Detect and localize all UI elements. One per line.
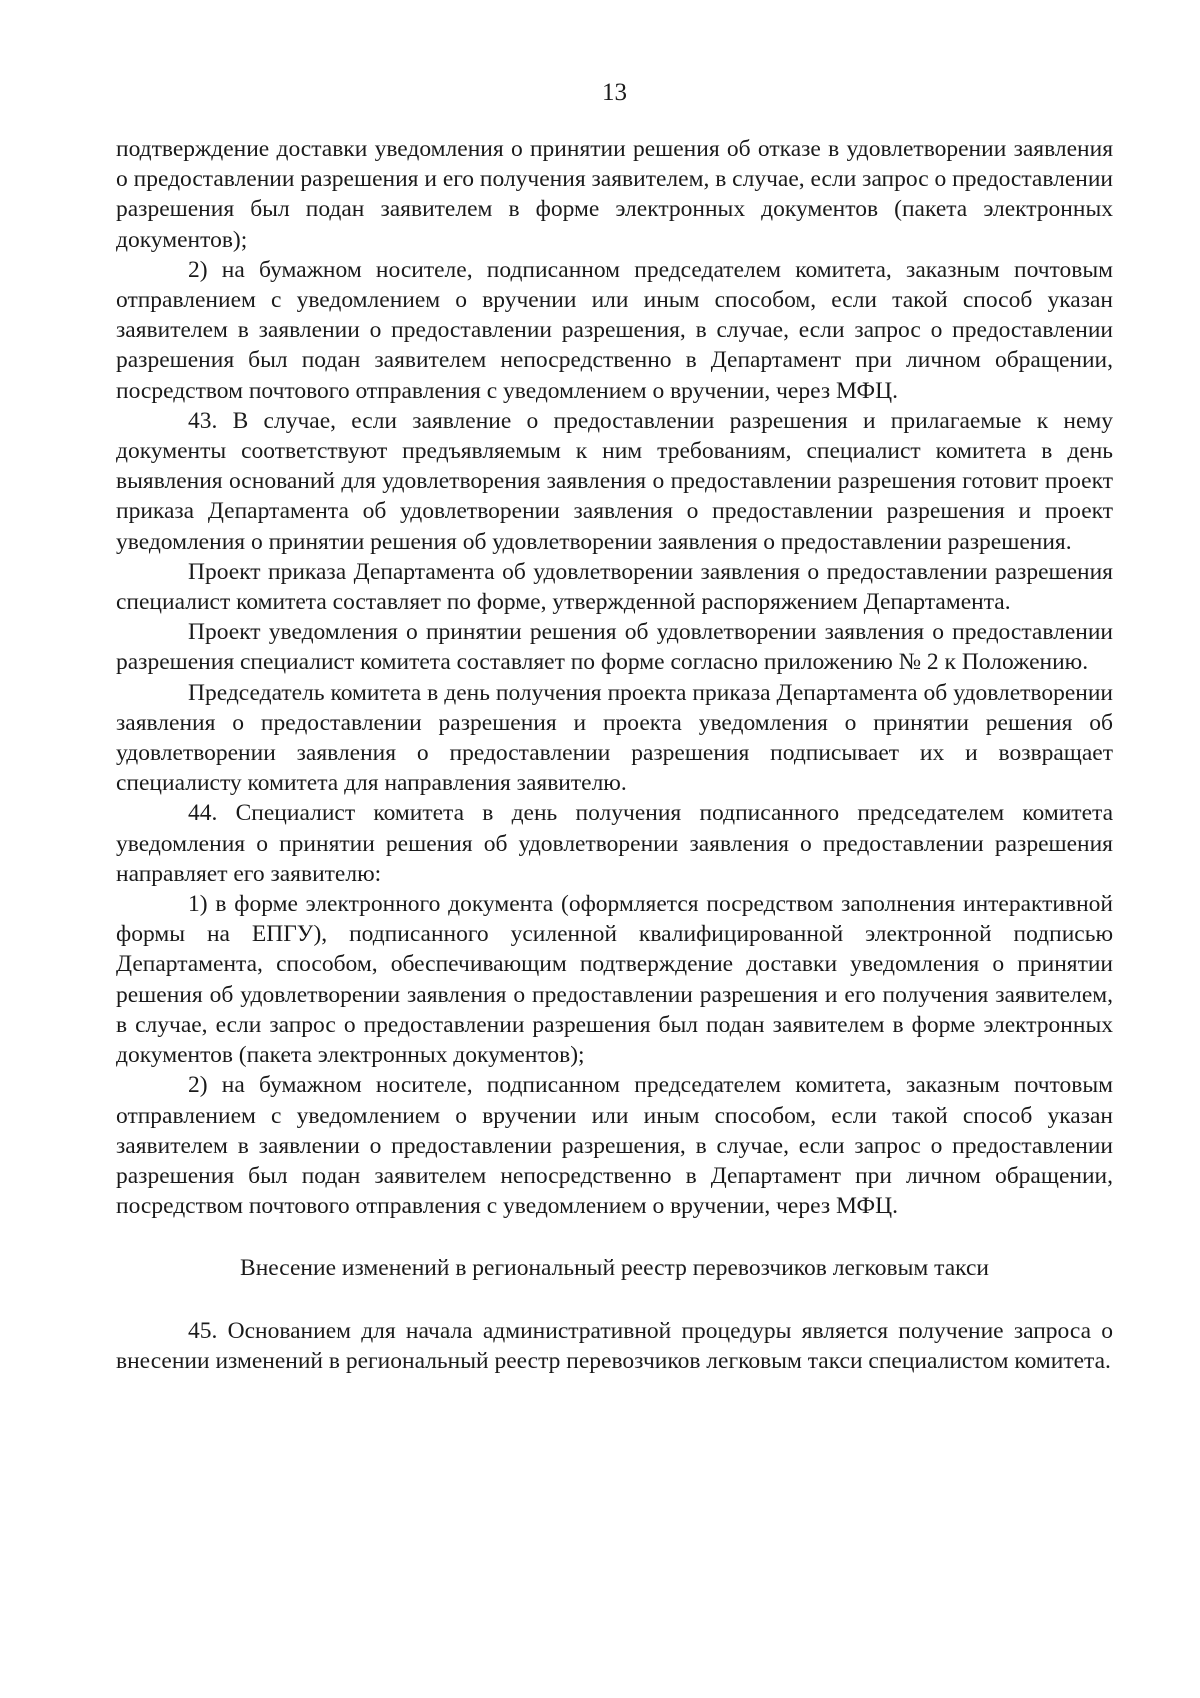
document-body [116, 134, 1113, 1376]
paragraph-44: 44. Специалист комитета в день получения подписанного председателем комитета уведомления о принятии решения об удовлетворении заявления о предоставлении разрешения направляет его заявителю: [116, 800, 1113, 887]
paragraph-44-item-2: 2) на бумажном носителе, подписанном председателем комитета, заказным почтовым отправлением с уведомлением о вручении или иным способом, если такой способ указан заявителем в заявлении о предоставлении разрешения, в случае, если запрос о предоставлении разрешения был подан заявителем непосредственно в Департамент при личном обращении, посредством почтового отправления с уведомлением о вручении, через МФЦ. [116, 1072, 1113, 1220]
paragraph-notice-draft: Проект уведомления о принятии решения об удовлетворении заявления о предоставлении разрешения специалист комитета составляет по форме согласно приложению № 2 к Положению. [116, 619, 1113, 676]
paragraph-45: 45. Основанием для начала административной процедуры является получение запроса о внесении изменений в региональный реестр перевозчиков легковым такси специалистом комитета. [116, 1317, 1113, 1374]
paragraph-item-2: 2) на бумажном носителе, подписанном председателем комитета, заказным почтовым отправлением с уведомлением о вручении или иным способом, если такой способ указан заявителем в заявлении о предоставлении разрешения, в случае, если запрос о предоставлении разрешения был подан заявителем непосредственно в Департамент при личном обращении, посредством почтового отправления с уведомлением о вручении, через МФЦ. [116, 256, 1113, 404]
page-number: 13 [602, 79, 627, 106]
paragraph-44-item-1: 1) в форме электронного документа (оформляется посредством заполнения интерактивной формы на ЕПГУ), подписанного усиленной квалифицированной электронной подписью Департамента, способом, обеспечивающим подтверждение доставки уведомления о принятии решения об удовлетворении заявления о предоставлении разрешения и его получения заявителем, в случае, если запрос о предоставлении разрешения был подан заявителем в форме электронных документов (пакета электронных документов); [116, 891, 1113, 1069]
paragraph-continuation: подтверждение доставки уведомления о принятии решения об отказе в удовлетворении заявления о предоставлении разрешения и его получения заявителем, в случае, если запрос о предоставлении разрешения был подан заявителем в форме электронных документов (пакета электронных документов); [116, 136, 1113, 253]
paragraph-order-draft: Проект приказа Департамента об удовлетворении заявления о предоставлении разрешения специалист комитета составляет по форме, утвержденной распоряжением Департамента. [116, 558, 1113, 616]
paragraph-chairman: Председатель комитета в день получения проекта приказа Департамента об удовлетворении заявления о предоставлении разрешения и проекта уведомления о принятии решения об удовлетворении заявления о предоставлении разрешения подписывает их и возвращает специалисту комитета для направления заявителю. [116, 679, 1113, 797]
paragraph-43: 43. В случае, если заявление о предоставлении разрешения и прилагаемые к нему документы соответствуют предъявляемым к ним требованиям, специалист комитета в день выявления оснований для удовлетворения заявления о предоставлении разрешения готовит проект приказа Департамента об удовлетворении заявления о предоставлении разрешения и проект уведомления о принятии решения об удовлетворении заявления о предоставлении разрешения. [116, 407, 1113, 555]
section-heading: Внесение изменений в региональный реестр перевозчиков легковым такси [240, 1255, 989, 1282]
